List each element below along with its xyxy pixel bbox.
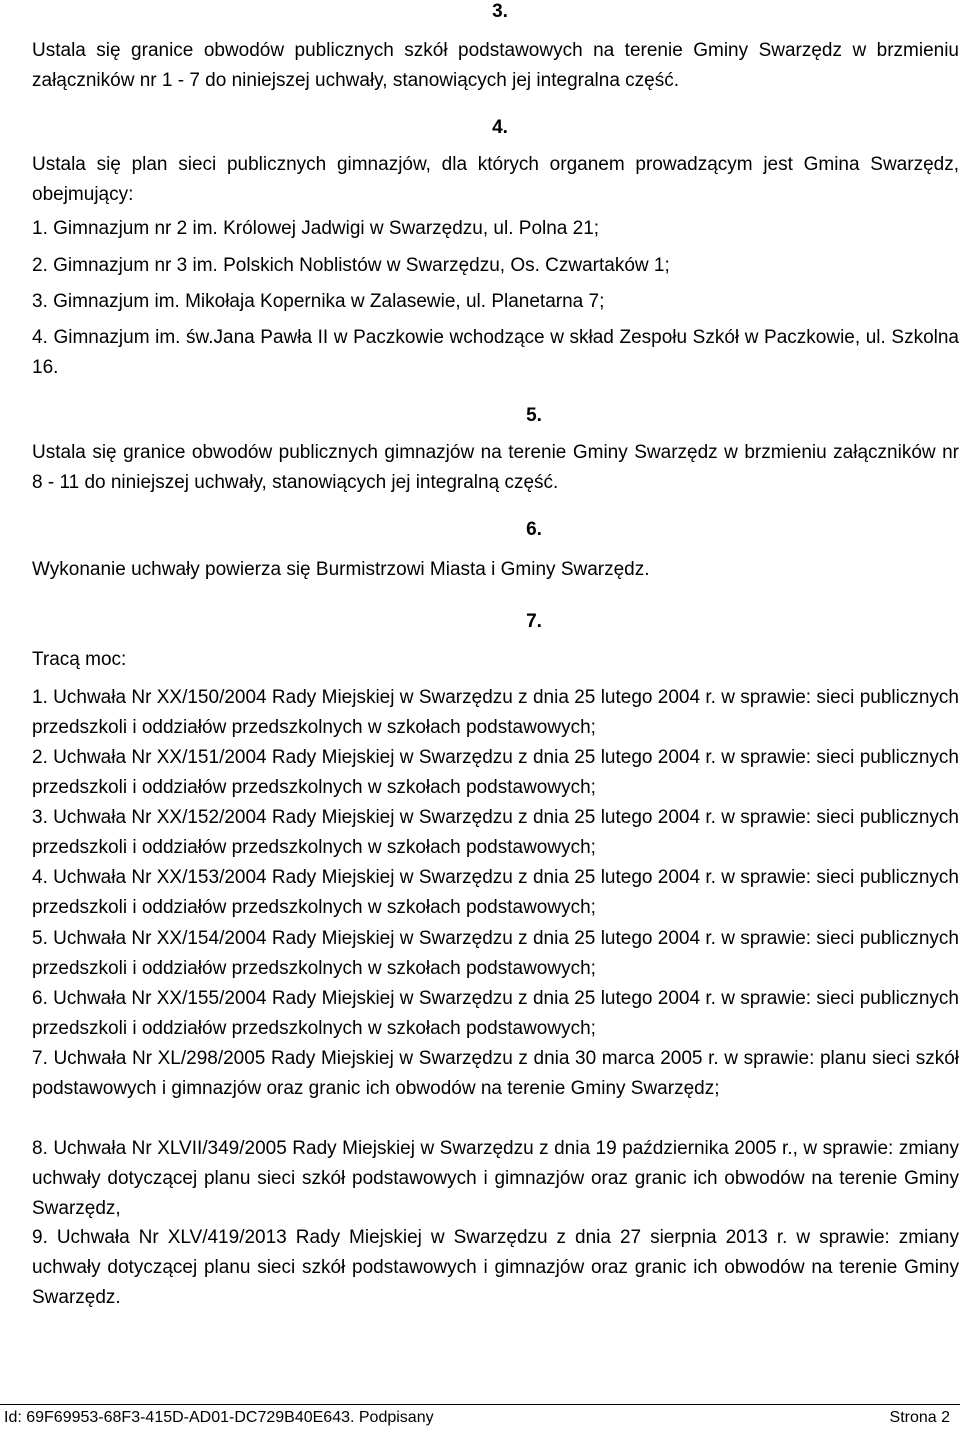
- section-5-text: Ustala się granice obwodów publicznych gimnazjów na terenie Gminy Swarzędz w brzmieniu załączników nr 8 - 11 do niniejszej uchwały, stanowiących jej integralną część.: [32, 442, 959, 493]
- section-7-text: Tracą moc:: [32, 649, 127, 670]
- section-7-number: 7.: [526, 611, 542, 632]
- repealed-item-1: 1. Uchwała Nr XX/150/2004 Rady Miejskiej w Swarzędzu z dnia 25 lutego 2004 r. w sprawie: sieci publicznych przedszkoli i oddziałów przedszkolnych w szkołach podstawowych;: [32, 687, 959, 738]
- section-4-item-4: 4. Gimnazjum im. św.Jana Pawła II w Paczkowie wchodzące w skład Zespołu Szkół w Paczkowie, ul. Szkolna 16.: [32, 327, 959, 378]
- page-number: Strona 2: [889, 1409, 950, 1426]
- page-footer: [0, 1404, 960, 1429]
- repealed-item-7: 7. Uchwała Nr XL/298/2005 Rady Miejskiej w Swarzędzu z dnia 30 marca 2005 r. w sprawie: planu sieci szkół podstawowych i gimnazjów oraz granic ich obwodów na terenie Gminy Swarzędz;: [32, 1048, 959, 1099]
- repealed-item-3: 3. Uchwała Nr XX/152/2004 Rady Miejskiej w Swarzędzu z dnia 25 lutego 2004 r. w sprawie: sieci publicznych przedszkoli i oddziałów przedszkolnych w szkołach podstawowych;: [32, 807, 959, 858]
- section-4-item-1: 1. Gimnazjum nr 2 im. Królowej Jadwigi w Swarzędzu, ul. Polna 21;: [32, 218, 600, 239]
- repealed-item-6: 6. Uchwała Nr XX/155/2004 Rady Miejskiej w Swarzędzu z dnia 25 lutego 2004 r. w sprawie: sieci publicznych przedszkoli i oddziałów przedszkolnych w szkołach podstawowych;: [32, 988, 959, 1039]
- document-id: Id: 69F69953-68F3-415D-AD01-DC729B40E643. Podpisany: [4, 1409, 434, 1426]
- section-4-text: Ustala się plan sieci publicznych gimnazjów, dla których organem prowadzącym jest Gmina Swarzędz, obejmujący:: [32, 154, 959, 205]
- repealed-item-5: 5. Uchwała Nr XX/154/2004 Rady Miejskiej w Swarzędzu z dnia 25 lutego 2004 r. w sprawie: sieci publicznych przedszkoli i oddziałów przedszkolnych w szkołach podstawowych;: [32, 928, 959, 979]
- repealed-item-9: 9. Uchwała Nr XLV/419/2013 Rady Miejskiej w Swarzędzu z dnia 27 sierpnia 2013 r. w sprawie: zmiany uchwały dotyczącej planu sieci szkół podstawowych i gimnazjów oraz granic ich obwodów na terenie Gminy Swarzędz.: [32, 1227, 959, 1308]
- section-4-item-3: 3. Gimnazjum im. Mikołaja Kopernika w Zalasewie, ul. Planetarna 7;: [32, 291, 605, 312]
- repealed-item-4: 4. Uchwała Nr XX/153/2004 Rady Miejskiej w Swarzędzu z dnia 25 lutego 2004 r. w sprawie: sieci publicznych przedszkoli i oddziałów przedszkolnych w szkołach podstawowych;: [32, 867, 959, 918]
- section-6-text: Wykonanie uchwały powierza się Burmistrzowi Miasta i Gminy Swarzędz.: [32, 559, 650, 580]
- section-3-number: 3.: [492, 1, 508, 22]
- section-6-number: 6.: [526, 519, 542, 540]
- section-5-number: 5.: [526, 405, 542, 426]
- section-4-item-2: 2. Gimnazjum nr 3 im. Polskich Noblistów w Swarzędzu, Os. Czwartaków 1;: [32, 255, 670, 276]
- repealed-item-2: 2. Uchwała Nr XX/151/2004 Rady Miejskiej w Swarzędzu z dnia 25 lutego 2004 r. w sprawie: sieci publicznych przedszkoli i oddziałów przedszkolnych w szkołach podstawowych;: [32, 747, 959, 798]
- repealed-item-8: 8. Uchwała Nr XLVII/349/2005 Rady Miejskiej w Swarzędzu z dnia 19 października 2005 r., w sprawie: zmiany uchwały dotyczącej planu sieci szkół podstawowych i gimnazjów oraz granic ich obwodów na terenie Gminy Swarzędz,: [32, 1138, 959, 1219]
- section-3-text: Ustala się granice obwodów publicznych szkół podstawowych na terenie Gminy Swarzędz w brzmieniu załączników nr 1 - 7 do niniejszej uchwały, stanowiących jej integralna część.: [32, 40, 959, 91]
- document-page: [32, 0, 960, 1428]
- section-4-number: 4.: [492, 117, 508, 138]
